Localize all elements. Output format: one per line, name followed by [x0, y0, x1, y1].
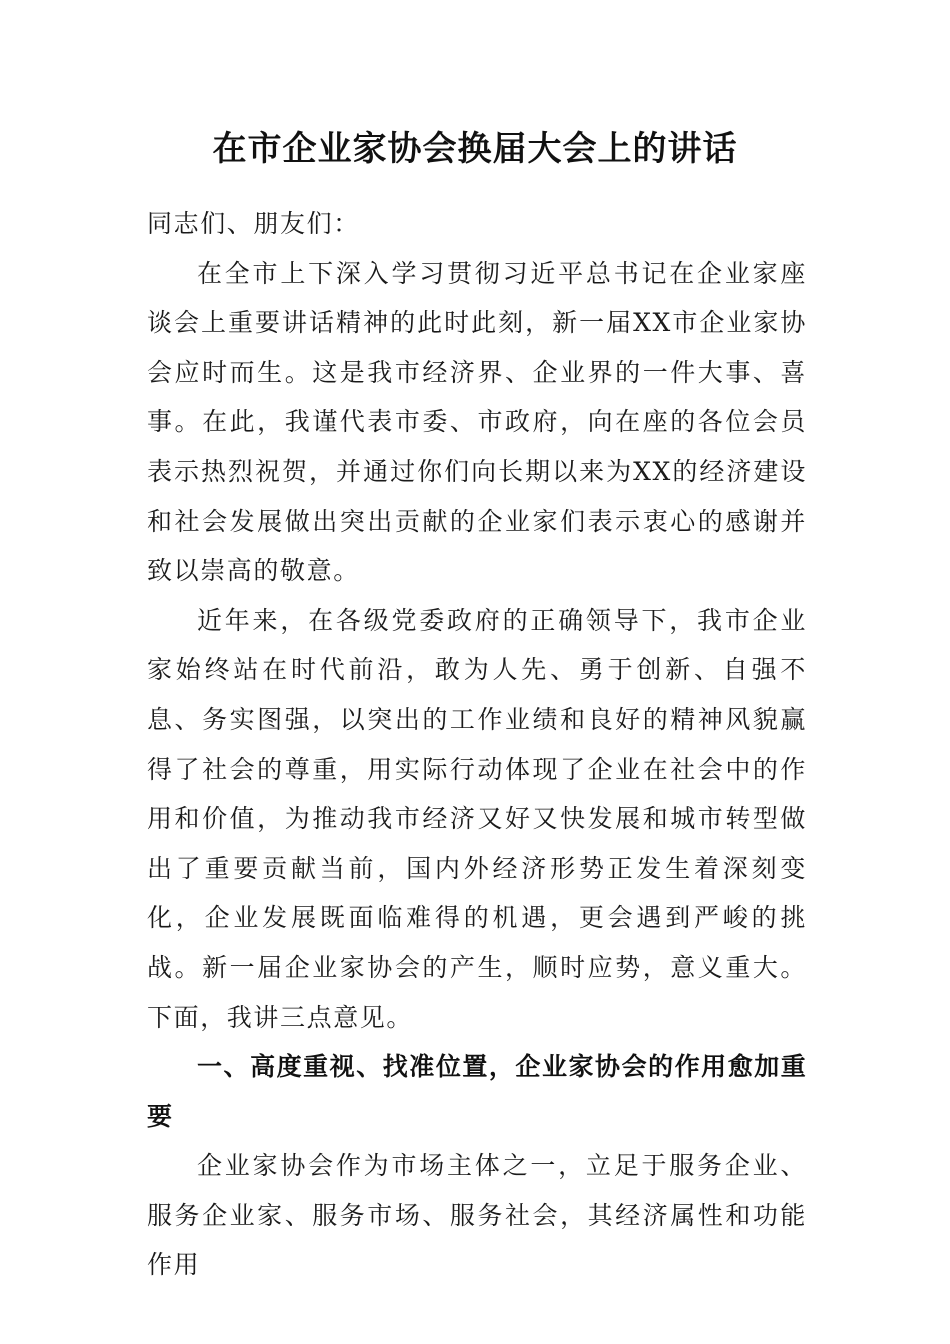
paragraph-opening: 在全市上下深入学习贯彻习近平总书记在企业家座谈会上重要讲话精神的此时此刻，新一届XX市企业家协会应时而生。这是我市经济界、企业界的一件大事、喜事。在此，我谨代表市委、市政府，向在座的各位会员表示热烈祝贺，并通过你们向长期以来为XX的经济建设和社会发展做出突出贡献的企业家们表示衷心的感谢并致以崇高的敬意。: [147, 258, 807, 586]
paragraph-section-1: 企业家协会作为市场主体之一，立足于服务企业、服务企业家、服务市场、服务社会，其经济属性和功能作用: [147, 1151, 807, 1280]
paragraph-background: 近年来，在各级党委政府的正确领导下，我市企业家始终站在时代前沿，敢为人先、勇于创新、自强不息、务实图强，以突出的工作业绩和良好的精神风貌赢得了社会的尊重，用实际行动体现了企业在社会中的作用和价值，为推动我市经济又好又快发展和城市转型做出了重要贡献当前，国内外经济形势正发生着深刻变化，企业发展既面临难得的机遇，更会遇到严峻的挑战。新一届企业家协会的产生，顺时应势，意义重大。下面，我讲三点意见。: [147, 605, 807, 1032]
section-heading-1: 一、高度重视、找准位置，企业家协会的作用愈加重要: [147, 1052, 807, 1131]
document-body: [147, 199, 807, 1290]
document-title: 在市企业家协会换届大会上的讲话: [212, 129, 738, 169]
salutation: 同志们、朋友们：: [147, 209, 360, 238]
